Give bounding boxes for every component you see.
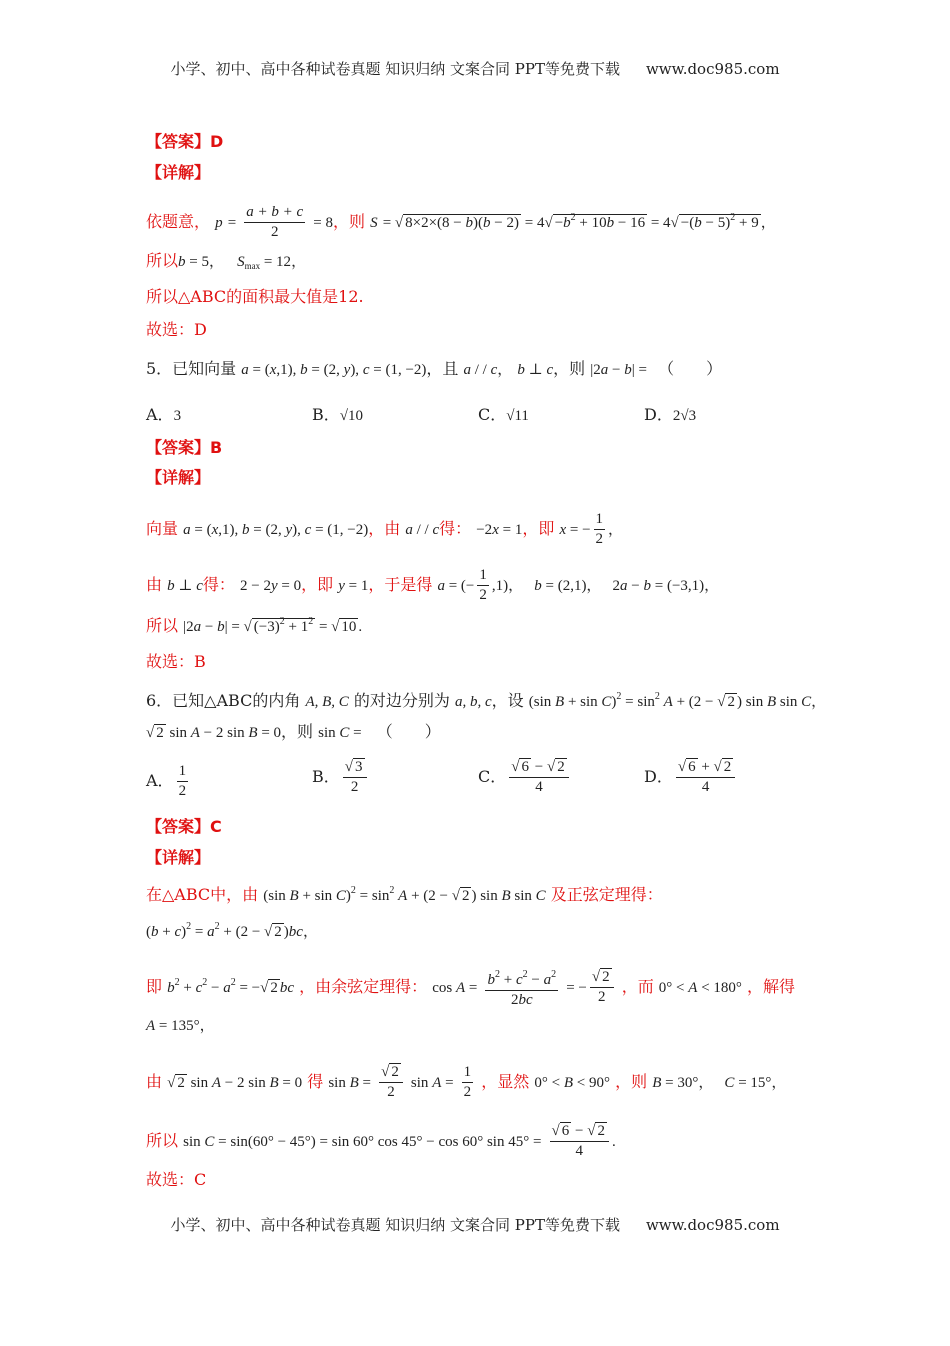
q5-option-c[interactable]: C．√11 <box>478 405 529 424</box>
q5-line-2: 由 b ⊥ c得： 2 − 2y = 0，即 y = 1，于是得 a = (− $\frac{1}{2}$ ,1)， b = (2,1)， 2a − b = (−3,1)， <box>146 567 720 603</box>
q5-option-d[interactable]: D．2√3 <box>644 405 697 424</box>
q6-line-6: 所以 sin C = sin(60° − 45°) = sin 60° cos 45° − cos 60° sin 45° = $\frac{√ 6 - √ 2}{4}$ . <box>146 1123 616 1159</box>
q6-option-a[interactable]: A． $\frac{1}{2}$ <box>146 763 187 799</box>
q4-line-3: 所以△ABC的面积最大值是12. <box>146 287 364 306</box>
q5-option-a[interactable]: A．3 <box>146 405 182 424</box>
q5-detail-label: 【详解】 <box>146 468 211 487</box>
q6-line-4: A = 135°， <box>146 1018 215 1034</box>
q4-detail-label: 【详解】 <box>146 163 211 182</box>
q6-line-5: 由 √ 2 sin A − 2 sin B = 0 得 sin B = $\frac{√ 2}{2}$ sin A = $\frac{1}{2}$ ，显然 0° < B < 90° ，则 B = 30°， C = 15°， <box>146 1064 787 1100</box>
q5-stem: 5．已知向量 a = (x,1), b = (2, y), c = (1, −2)，且 a / / c， b ⊥ c，则 |2a − b| = （ ） <box>146 359 723 378</box>
q5-line-1: 向量 a = (x,1), b = (2, y), c = (1, −2)，由 a / / c得： −2x = 1，即 x = − $\frac{1}{2}$ ， <box>146 511 624 547</box>
header-url[interactable]: www.doc985.com <box>645 60 780 78</box>
q6-line-2: $(b + c)^2 = a^2 + (2$ − √ 2 )bc， <box>146 921 318 940</box>
q5-final: 故选：B <box>146 652 206 671</box>
q6-stem-2: √ 2 sin A − 2 sin B = 0，则 sin C = （ ） <box>146 722 441 741</box>
answer-label: 【答案】 <box>146 132 211 151</box>
footer-url[interactable]: www.doc985.com <box>645 1216 780 1234</box>
q4-final: 故选：D <box>146 320 207 339</box>
page-footer <box>0 1214 950 1235</box>
q6-line-1: 在△ABC中，由 (sin $B + \sin C)^2 = \sin^2 A + (2$ − √ 2 ) sin B sin C 及正弦定理得： <box>146 885 663 904</box>
q6-answer: 【答案】C <box>146 817 222 836</box>
q6-line-3: 即 $b^2 + c^2 - a^2$ = −√ 2 bc ，由余弦定理得： cos A = $\frac{b^2 + c^2 - a^2}{2bc}$ = − $\frac{√ 2}{2}$ ，而 0° < A < 180° ，解得 <box>146 965 795 1010</box>
page-header <box>0 58 950 79</box>
q5-line-3: 所以 |2a − b| = √ $(-3)^2 + 1^2$ = √ 10 . <box>146 616 363 635</box>
q5-option-b[interactable]: B．√10 <box>312 405 363 424</box>
q4-answer <box>146 132 223 152</box>
q6-option-d[interactable]: D． $\frac{√ 6 + √ 2}{4}$ <box>644 758 738 797</box>
q4-line-1: 依题意， p = $\frac{a + b + c}{2}$ = 8，则 S = √ $8\times 2\times(8 - b)(b - 2) = 4√ -b^2 + 10b - 16 = 4√ -(b - 5)^2 + 9$ ， <box>146 204 776 240</box>
q4-line-2: 所以b = 5， $S_{max} = 12$， <box>146 251 307 271</box>
q5-answer: 【答案】B <box>146 438 223 457</box>
q6-final: 故选：C <box>146 1170 207 1189</box>
q4-answer-value: D <box>210 132 224 151</box>
q6-stem-1: 6．已知△ABC的内角 A, B, C 的对边分别为 a, b, c，设 (sin $B + \sin C)^2 = \sin^2 A + (2$ − √ 2 ) sin B sin C， <box>146 691 827 710</box>
q6-detail-label: 【详解】 <box>146 848 211 867</box>
header-title: 小学、初中、高中各种试卷真题 知识归纳 文案合同 PPT等免费下载 <box>170 60 620 78</box>
q6-option-b[interactable]: B． $\frac{√ 3}{2}$ <box>312 758 370 797</box>
q6-option-c[interactable]: C． $\frac{√ 6 - √ 2}{4}$ <box>478 758 572 797</box>
footer-title: 小学、初中、高中各种试卷真题 知识归纳 文案合同 PPT等免费下载 <box>170 1216 620 1234</box>
